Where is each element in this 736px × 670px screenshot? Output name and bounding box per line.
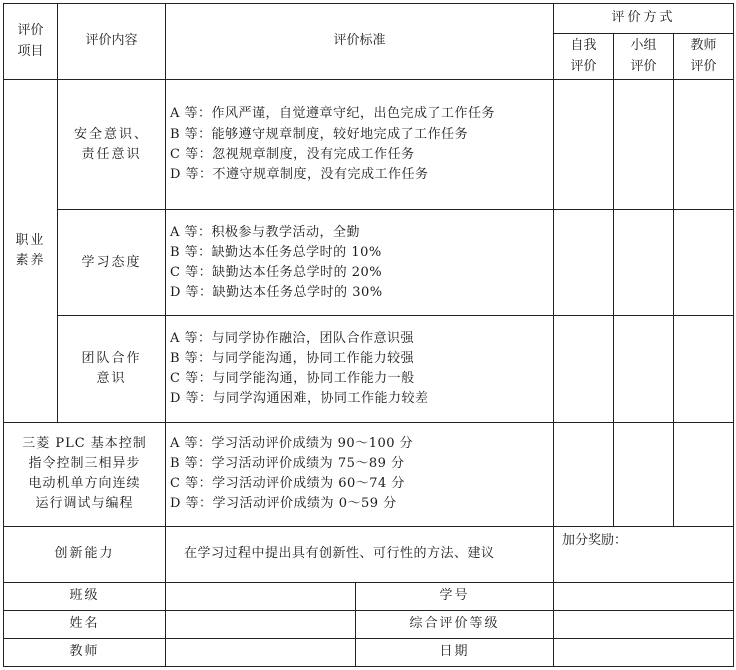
header-project: 评价 项目 — [4, 4, 58, 80]
header-content: 评价内容 — [58, 4, 166, 80]
self-eval-cell[interactable] — [554, 210, 614, 316]
teacher-eval-cell[interactable] — [674, 80, 734, 210]
self-eval-cell[interactable] — [554, 80, 614, 210]
name-value[interactable] — [166, 610, 356, 638]
item-safety-content: 安全意识、 责任意识 — [58, 80, 166, 210]
teacher-eval-cell[interactable] — [674, 422, 734, 526]
self-eval-cell[interactable] — [554, 316, 614, 422]
bonus-label: 加分奖励： — [562, 532, 628, 548]
item-teamwork-content: 团队合作 意识 — [58, 316, 166, 422]
teacher-eval-cell[interactable] — [674, 210, 734, 316]
teacher-value[interactable] — [166, 638, 356, 666]
bonus-cell[interactable] — [554, 526, 734, 582]
header-method: 评价方式 — [554, 4, 734, 34]
header-group: 小组 评价 — [614, 34, 674, 80]
item-safety-criteria: A 等：作风严谨，自觉遵章守纪，出色完成了工作任务 B 等：能够遵守规章制度，较好地完成了工作任务 C 等：忽视规章制度，没有完成工作任务 D 等：不遵守规章制度，没有完成工作任务 — [166, 80, 554, 210]
item-teamwork-criteria: A 等：与同学协作融洽，团队合作意识强 B 等：与同学能沟通，协同工作能力较强 C 等：与同学能沟通，协同工作能力一般 D 等：与同学沟通困难，协同工作能力较差 — [166, 316, 554, 422]
date-value[interactable] — [554, 638, 734, 666]
item-attitude-content: 学习态度 — [58, 210, 166, 316]
student-id-label: 学号 — [356, 582, 554, 610]
grade-label: 综合评价等级 — [356, 610, 554, 638]
header-teacher: 教师 评价 — [674, 34, 734, 80]
category-professional: 职业 素养 — [4, 80, 58, 423]
task-criteria: A 等：学习活动评价成绩为 90～100 分 B 等：学习活动评价成绩为 75～89 分 C 等：学习活动评价成绩为 60～74 分 D 等：学习活动评价成绩为 0～59 分 — [166, 422, 554, 526]
grade-value[interactable] — [554, 610, 734, 638]
innovation-label: 创新能力 — [4, 526, 166, 582]
date-label: 日期 — [356, 638, 554, 666]
class-label: 班级 — [4, 582, 166, 610]
group-eval-cell[interactable] — [614, 210, 674, 316]
teacher-eval-cell[interactable] — [674, 316, 734, 422]
class-value[interactable] — [166, 582, 356, 610]
group-eval-cell[interactable] — [614, 422, 674, 526]
item-attitude-criteria: A 等：积极参与教学活动，全勤 B 等：缺勤达本任务总学时的 10% C 等：缺勤达本任务总学时的 20% D 等：缺勤达本任务总学时的 30% — [166, 210, 554, 316]
name-label: 姓名 — [4, 610, 166, 638]
self-eval-cell[interactable] — [554, 422, 614, 526]
header-standard: 评价标准 — [166, 4, 554, 80]
evaluation-table — [3, 3, 734, 667]
student-id-value[interactable] — [554, 582, 734, 610]
innovation-criteria: 在学习过程中提出具有创新性、可行性的方法、建议 — [166, 526, 554, 582]
header-self: 自我 评价 — [554, 34, 614, 80]
teacher-label: 教师 — [4, 638, 166, 666]
group-eval-cell[interactable] — [614, 80, 674, 210]
group-eval-cell[interactable] — [614, 316, 674, 422]
task-title: 三菱 PLC 基本控制 指令控制三相异步 电动机单方向连续 运行调试与编程 — [4, 422, 166, 526]
